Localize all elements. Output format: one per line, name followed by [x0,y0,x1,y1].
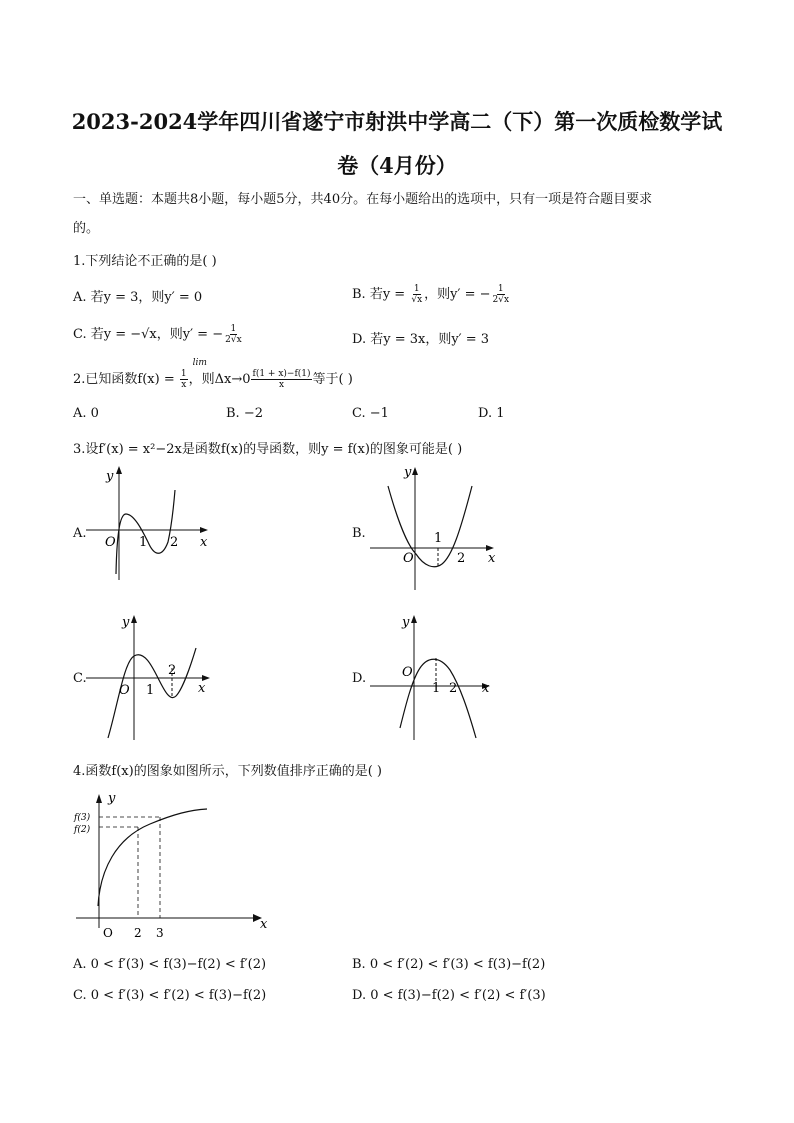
q2-option-b: B. −2 [226,406,263,421]
q1-option-d: D. 若y = 3x，则y′ = 3 [352,332,490,347]
q2-option-c: C. −1 [352,406,389,421]
q1-stem: 1.下列结论不正确的是( ) [73,254,217,269]
q3-a-tick-2: 2 [170,535,179,550]
q3-b-tick-1: 1 [434,531,443,546]
q1-b-frac-1: $\frac{1}{√x}$ [411,284,423,305]
q3-b-x-label: x [488,551,496,566]
q4-option-b: B. 0 < f′(2) < f′(3) < f(3)−f(2) [352,957,546,972]
q3-d-tick-1: 1 [432,681,441,696]
q3-label-c: C. [73,671,87,686]
q3-b-y-label: y [404,465,412,480]
q3-label-d: D. [352,671,367,686]
paper-title [60,100,734,188]
q4-stem: 4.函数f(x)的图象如图所示，下列数值排序正确的是( ) [73,764,382,779]
q4-option-d: D. 0 < f(3)−f(2) < f′(2) < f′(3) [352,988,546,1003]
q3-c-y-label: y [122,615,130,630]
q2-frac-2: $\frac{f(1 + x)-f(1)}{x}$ [252,369,311,390]
q4-f3-label: f(3) [74,813,91,823]
q3-a-y-label: y [106,469,114,484]
q4-option-a: A. 0 < f′(3) < f(3)−f(2) < f′(2) [73,957,267,972]
title-line-2: 卷（4月份） [337,153,457,178]
q3-graph-b [368,462,503,592]
q3-label-b: B. [352,526,366,541]
q3-label-a: A. [73,526,87,541]
title-line-1: 2023-2024学年四川省遂宁市射洪中学高二（下）第一次质检数学试 [71,109,723,134]
q1-option-b: B. 若y = $\frac{1}{√x}$ ，则y′ = − $\frac{1}{2√x}$ [352,284,510,305]
q3-d-x-label: x [482,681,490,696]
q4-tick-3: 3 [156,926,164,940]
q1-c-frac: $\frac{1}{2√x}$ [225,324,242,345]
q3-d-y-label: y [402,615,410,630]
q3-c-origin: O [119,683,130,698]
q4-graph [70,788,280,943]
q3-graph-c [86,610,216,745]
q2-lim: lim [192,358,207,368]
q3-c-tick-2: 2 [168,663,177,678]
q2-option-a: A. 0 [73,406,99,421]
section-instructions-line1: 一、单选题：本题共8小题，每小题5分，共40分。在每小题给出的选项中，只有一项是符合题目要求 [73,192,653,207]
q4-y-label: y [108,791,116,806]
q3-d-tick-2: 2 [449,681,458,696]
q1-b-frac-2: $\frac{1}{2√x}$ [492,284,510,305]
q2-stem: 2.已知函数f(x) = $\frac{1}{x}$ lim ，则Δx→0 $\frac{f(1 + x)-f(1)}{x}$ 等于( ) [73,358,353,390]
q1-option-a: A. 若y = 3，则y′ = 0 [73,290,203,305]
q4-x-label: x [260,917,268,932]
q3-b-origin: O [403,551,414,566]
q3-c-tick-1: 1 [146,683,155,698]
q3-a-origin: O [105,535,116,550]
q1-option-c: C. 若y = −√x，则y′ = − $\frac{1}{2√x}$ [73,324,242,345]
q3-a-tick-1: 1 [139,535,148,550]
q3-d-origin: O [402,665,413,680]
q3-b-tick-2: 2 [457,551,466,566]
q3-a-x-label: x [200,535,208,550]
q3-graph-a [86,462,216,582]
q3-stem: 3.设f′(x) = x²−2x是函数f(x)的导函数，则y = f(x)的图象可能是( ) [73,442,463,457]
q3-c-x-label: x [198,681,206,696]
q4-tick-2: 2 [134,926,142,940]
q3-graph-d [368,610,503,745]
section-instructions-line2: 的。 [73,221,100,236]
q4-f2-label: f(2) [74,825,91,835]
q2-frac-1: $\frac{1}{x}$ [180,369,187,390]
q2-option-d: D. 1 [478,406,505,421]
q4-option-c: C. 0 < f′(3) < f′(2) < f(3)−f(2) [73,988,267,1003]
q4-origin: O [103,926,113,940]
